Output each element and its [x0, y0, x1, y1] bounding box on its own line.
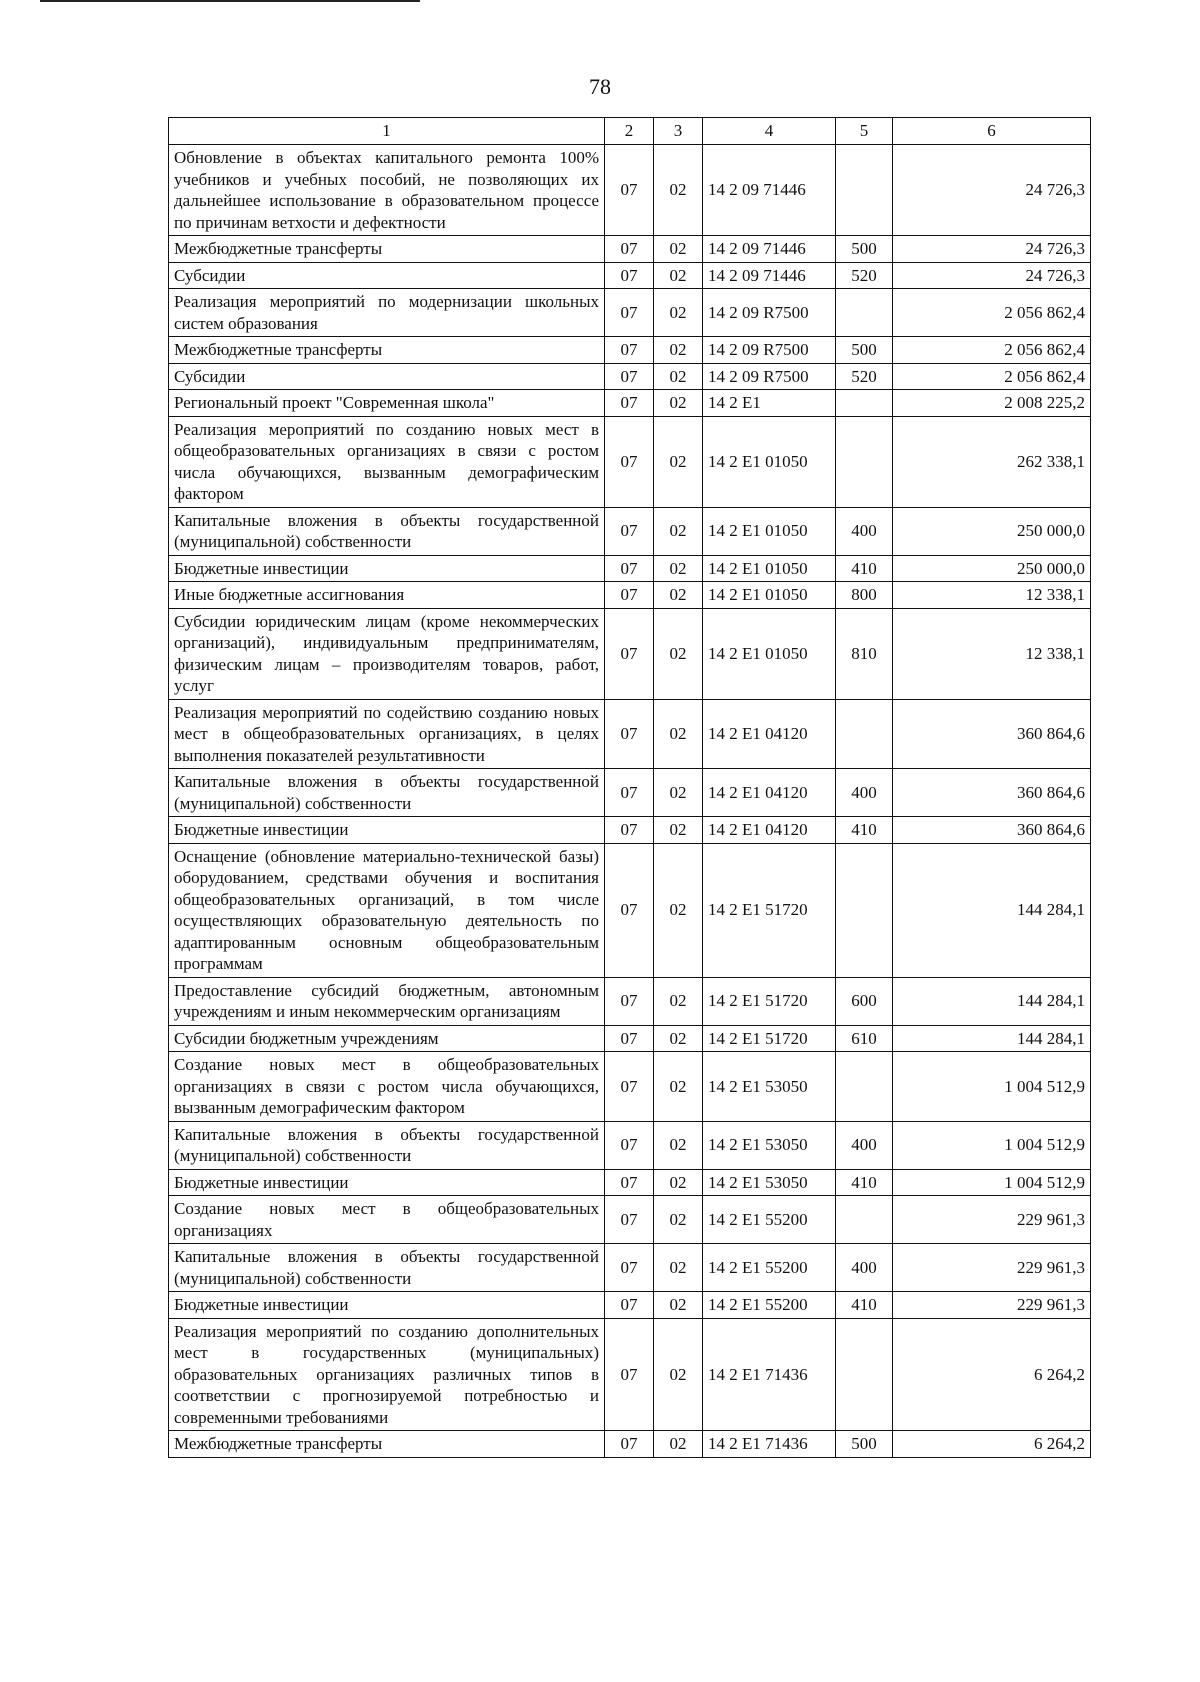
table-row	[169, 1431, 1091, 1458]
row-subsection: 02	[654, 608, 703, 699]
row-amount: 2 056 862,4	[893, 363, 1091, 390]
row-name: Капитальные вложения в объекты государственной (муниципальной) собственности	[169, 1121, 605, 1169]
row-amount: 144 284,1	[893, 843, 1091, 977]
row-subsection: 02	[654, 1025, 703, 1052]
row-subsection: 02	[654, 1431, 703, 1458]
table-row	[169, 1292, 1091, 1319]
row-subsection: 02	[654, 236, 703, 263]
row-target-code: 14 2 E1 71436	[703, 1431, 836, 1458]
row-name: Реализация мероприятий по созданию дополнительных мест в государственных (муниципальных) образовательных организациях различных типов в соответствии с прогнозируемой потребностью и современными требованиями	[169, 1318, 605, 1431]
row-section: 07	[605, 262, 654, 289]
row-target-code: 14 2 09 71446	[703, 262, 836, 289]
row-subsection: 02	[654, 416, 703, 507]
row-expense-type: 520	[836, 363, 893, 390]
row-target-code: 14 2 E1 55200	[703, 1292, 836, 1319]
row-amount: 1 004 512,9	[893, 1169, 1091, 1196]
row-target-code: 14 2 E1 51720	[703, 1025, 836, 1052]
table-row	[169, 1244, 1091, 1292]
table-row	[169, 262, 1091, 289]
row-expense-type: 410	[836, 1292, 893, 1319]
row-target-code: 14 2 E1 71436	[703, 1318, 836, 1431]
row-amount: 250 000,0	[893, 507, 1091, 555]
row-expense-type: 410	[836, 555, 893, 582]
row-name: Межбюджетные трансферты	[169, 1431, 605, 1458]
row-name: Обновление в объектах капитального ремонта 100% учебников и учебных пособий, не позволяющих их дальнейшее использование в образовательном процессе по причинам ветхости и дефектности	[169, 145, 605, 236]
row-subsection: 02	[654, 977, 703, 1025]
row-amount: 6 264,2	[893, 1318, 1091, 1431]
row-amount: 12 338,1	[893, 608, 1091, 699]
row-amount: 12 338,1	[893, 582, 1091, 609]
row-subsection: 02	[654, 1169, 703, 1196]
table-row	[169, 390, 1091, 417]
row-name: Реализация мероприятий по созданию новых мест в общеобразовательных организациях в связи с ростом числа обучающихся, вызванным демографическим фактором	[169, 416, 605, 507]
row-subsection: 02	[654, 1244, 703, 1292]
row-expense-type: 410	[836, 817, 893, 844]
row-section: 07	[605, 582, 654, 609]
row-name: Капитальные вложения в объекты государственной (муниципальной) собственности	[169, 507, 605, 555]
row-target-code: 14 2 E1 01050	[703, 555, 836, 582]
header-col-1: 1	[169, 118, 605, 145]
row-subsection: 02	[654, 769, 703, 817]
row-target-code: 14 2 09 R7500	[703, 337, 836, 364]
table-row	[169, 699, 1091, 769]
row-subsection: 02	[654, 555, 703, 582]
row-section: 07	[605, 977, 654, 1025]
row-name: Бюджетные инвестиции	[169, 817, 605, 844]
table-row	[169, 555, 1091, 582]
table-row	[169, 582, 1091, 609]
table-body	[169, 145, 1091, 1458]
row-section: 07	[605, 1025, 654, 1052]
header-col-2: 2	[605, 118, 654, 145]
table-row	[169, 843, 1091, 977]
row-amount: 1 004 512,9	[893, 1052, 1091, 1122]
row-amount: 144 284,1	[893, 1025, 1091, 1052]
row-amount: 1 004 512,9	[893, 1121, 1091, 1169]
row-expense-type: 520	[836, 262, 893, 289]
row-target-code: 14 2 E1 01050	[703, 416, 836, 507]
row-subsection: 02	[654, 817, 703, 844]
row-name: Субсидии	[169, 363, 605, 390]
row-amount: 360 864,6	[893, 699, 1091, 769]
row-name: Субсидии	[169, 262, 605, 289]
row-section: 07	[605, 337, 654, 364]
row-expense-type	[836, 1318, 893, 1431]
row-section: 07	[605, 769, 654, 817]
table-row	[169, 145, 1091, 236]
row-section: 07	[605, 145, 654, 236]
row-expense-type: 400	[836, 507, 893, 555]
row-subsection: 02	[654, 390, 703, 417]
row-section: 07	[605, 1052, 654, 1122]
table-row	[169, 608, 1091, 699]
row-section: 07	[605, 1244, 654, 1292]
row-expense-type: 600	[836, 977, 893, 1025]
row-section: 07	[605, 555, 654, 582]
row-target-code: 14 2 E1 01050	[703, 608, 836, 699]
row-target-code: 14 2 E1 04120	[703, 817, 836, 844]
row-subsection: 02	[654, 262, 703, 289]
row-name: Создание новых мест в общеобразовательных организациях	[169, 1196, 605, 1244]
row-subsection: 02	[654, 1052, 703, 1122]
row-section: 07	[605, 1318, 654, 1431]
table-row	[169, 1169, 1091, 1196]
row-subsection: 02	[654, 1196, 703, 1244]
row-section: 07	[605, 363, 654, 390]
row-section: 07	[605, 1292, 654, 1319]
row-section: 07	[605, 1431, 654, 1458]
row-expense-type	[836, 843, 893, 977]
row-target-code: 14 2 E1 51720	[703, 977, 836, 1025]
row-amount: 229 961,3	[893, 1196, 1091, 1244]
row-target-code: 14 2 E1 53050	[703, 1121, 836, 1169]
row-subsection: 02	[654, 363, 703, 390]
row-target-code: 14 2 E1 01050	[703, 507, 836, 555]
row-expense-type: 500	[836, 236, 893, 263]
row-section: 07	[605, 416, 654, 507]
row-target-code: 14 2 E1 53050	[703, 1052, 836, 1122]
row-subsection: 02	[654, 843, 703, 977]
header-col-6: 6	[893, 118, 1091, 145]
row-target-code: 14 2 E1 55200	[703, 1244, 836, 1292]
row-subsection: 02	[654, 1121, 703, 1169]
row-expense-type: 810	[836, 608, 893, 699]
row-name: Бюджетные инвестиции	[169, 1169, 605, 1196]
table-row	[169, 977, 1091, 1025]
row-name: Реализация мероприятий по модернизации школьных систем образования	[169, 289, 605, 337]
row-name: Субсидии бюджетным учреждениям	[169, 1025, 605, 1052]
table-row	[169, 1052, 1091, 1122]
row-expense-type: 610	[836, 1025, 893, 1052]
page-number: 78	[589, 74, 611, 99]
table-row	[169, 289, 1091, 337]
row-section: 07	[605, 817, 654, 844]
table-row	[169, 1025, 1091, 1052]
row-amount: 24 726,3	[893, 145, 1091, 236]
row-name: Капитальные вложения в объекты государственной (муниципальной) собственности	[169, 1244, 605, 1292]
row-subsection: 02	[654, 1292, 703, 1319]
row-target-code: 14 2 E1 51720	[703, 843, 836, 977]
top-rule	[40, 0, 420, 2]
row-subsection: 02	[654, 507, 703, 555]
row-target-code: 14 2 E1	[703, 390, 836, 417]
row-target-code: 14 2 E1 04120	[703, 699, 836, 769]
header-row	[169, 118, 1091, 145]
row-target-code: 14 2 09 71446	[703, 236, 836, 263]
row-name: Бюджетные инвестиции	[169, 555, 605, 582]
row-subsection: 02	[654, 699, 703, 769]
row-name: Межбюджетные трансферты	[169, 337, 605, 364]
header-col-5: 5	[836, 118, 893, 145]
row-amount: 144 284,1	[893, 977, 1091, 1025]
row-target-code: 14 2 E1 01050	[703, 582, 836, 609]
row-expense-type: 400	[836, 1244, 893, 1292]
row-expense-type: 400	[836, 1121, 893, 1169]
row-section: 07	[605, 390, 654, 417]
row-name: Реализация мероприятий по содействию созданию новых мест в общеобразовательных организациях, в целях выполнения показателей результативности	[169, 699, 605, 769]
row-target-code: 14 2 E1 55200	[703, 1196, 836, 1244]
table-row	[169, 236, 1091, 263]
row-target-code: 14 2 09 71446	[703, 145, 836, 236]
row-expense-type: 800	[836, 582, 893, 609]
row-name: Предоставление субсидий бюджетным, автономным учреждениям и иным некоммерческим организациям	[169, 977, 605, 1025]
row-amount: 229 961,3	[893, 1244, 1091, 1292]
row-section: 07	[605, 236, 654, 263]
row-name: Оснащение (обновление материально-технической базы) оборудованием, средствами обучения и воспитания общеобразовательных организаций, в том числе осуществляющих образовательную деятельность по адаптированным основным общеобразовательным программам	[169, 843, 605, 977]
row-subsection: 02	[654, 145, 703, 236]
row-subsection: 02	[654, 1318, 703, 1431]
table-row	[169, 337, 1091, 364]
row-name: Создание новых мест в общеобразовательных организациях в связи с ростом числа обучающихся, вызванным демографическим фактором	[169, 1052, 605, 1122]
row-amount: 6 264,2	[893, 1431, 1091, 1458]
table-row	[169, 769, 1091, 817]
header-col-3: 3	[654, 118, 703, 145]
table-row	[169, 363, 1091, 390]
row-expense-type	[836, 390, 893, 417]
table-row	[169, 416, 1091, 507]
row-target-code: 14 2 09 R7500	[703, 363, 836, 390]
row-subsection: 02	[654, 337, 703, 364]
row-amount: 250 000,0	[893, 555, 1091, 582]
row-name: Межбюджетные трансферты	[169, 236, 605, 263]
table-row	[169, 817, 1091, 844]
row-name: Бюджетные инвестиции	[169, 1292, 605, 1319]
row-name: Субсидии юридическим лицам (кроме некоммерческих организаций), индивидуальным предпринимателям, физическим лицам – производителям товаров, работ, услуг	[169, 608, 605, 699]
row-amount: 2 056 862,4	[893, 289, 1091, 337]
row-amount: 24 726,3	[893, 236, 1091, 263]
row-name: Региональный проект "Современная школа"	[169, 390, 605, 417]
row-expense-type	[836, 416, 893, 507]
row-amount: 229 961,3	[893, 1292, 1091, 1319]
row-amount: 2 008 225,2	[893, 390, 1091, 417]
row-section: 07	[605, 1169, 654, 1196]
row-expense-type	[836, 289, 893, 337]
row-expense-type	[836, 1196, 893, 1244]
row-amount: 360 864,6	[893, 817, 1091, 844]
row-section: 07	[605, 507, 654, 555]
table-row	[169, 1121, 1091, 1169]
row-expense-type	[836, 145, 893, 236]
row-name: Иные бюджетные ассигнования	[169, 582, 605, 609]
row-subsection: 02	[654, 582, 703, 609]
row-name: Капитальные вложения в объекты государственной (муниципальной) собственности	[169, 769, 605, 817]
row-section: 07	[605, 699, 654, 769]
row-section: 07	[605, 1121, 654, 1169]
row-target-code: 14 2 E1 04120	[703, 769, 836, 817]
row-expense-type	[836, 699, 893, 769]
row-subsection: 02	[654, 289, 703, 337]
row-amount: 360 864,6	[893, 769, 1091, 817]
table-row	[169, 1196, 1091, 1244]
row-section: 07	[605, 843, 654, 977]
row-amount: 2 056 862,4	[893, 337, 1091, 364]
row-section: 07	[605, 1196, 654, 1244]
header-col-4: 4	[703, 118, 836, 145]
row-expense-type: 400	[836, 769, 893, 817]
row-target-code: 14 2 09 R7500	[703, 289, 836, 337]
row-expense-type	[836, 1052, 893, 1122]
row-expense-type: 500	[836, 337, 893, 364]
budget-table	[168, 117, 1091, 1458]
row-section: 07	[605, 608, 654, 699]
row-expense-type: 410	[836, 1169, 893, 1196]
row-target-code: 14 2 E1 53050	[703, 1169, 836, 1196]
row-expense-type: 500	[836, 1431, 893, 1458]
table-row	[169, 507, 1091, 555]
row-amount: 24 726,3	[893, 262, 1091, 289]
table-row	[169, 1318, 1091, 1431]
row-amount: 262 338,1	[893, 416, 1091, 507]
row-section: 07	[605, 289, 654, 337]
